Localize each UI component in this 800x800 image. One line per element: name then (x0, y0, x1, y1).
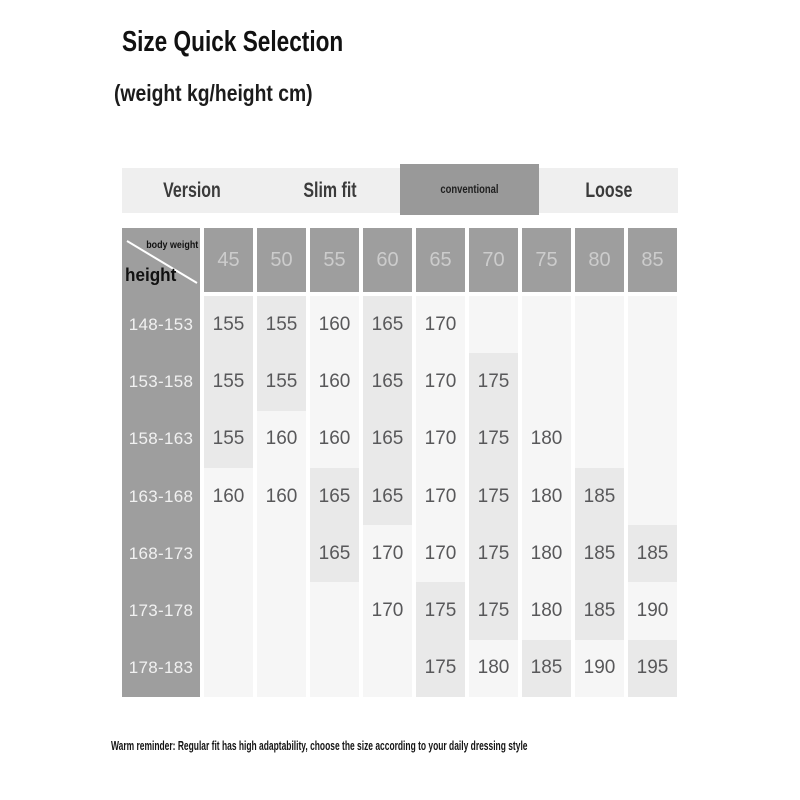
size-cell: 170 (416, 411, 465, 468)
weight-column (575, 228, 624, 697)
size-cell: 165 (310, 525, 359, 582)
size-cell: 165 (363, 411, 412, 468)
version-label: Version (162, 178, 221, 202)
size-cell: 170 (363, 582, 412, 639)
size-cell: 175 (469, 582, 518, 639)
height-axis-label: height (125, 265, 177, 285)
size-cell: 170 (416, 296, 465, 353)
warm-reminder: Warm reminder: Regular fit has high adaptability, choose the size according to your daily dressing style (111, 738, 528, 753)
weight-column (363, 228, 412, 697)
size-cell: 160 (257, 468, 306, 525)
size-cell: 180 (522, 411, 571, 468)
size-cell: 160 (310, 296, 359, 353)
size-cell: 185 (575, 582, 624, 639)
weight-column-header: 65 (416, 228, 465, 292)
size-cell-empty (204, 525, 253, 582)
size-cell: 195 (628, 640, 677, 697)
size-cell: 190 (575, 640, 624, 697)
weight-column-header: 45 (204, 228, 253, 292)
size-cell: 155 (204, 411, 253, 468)
size-cell: 180 (522, 525, 571, 582)
weight-column (628, 228, 677, 697)
size-cell-empty (628, 353, 677, 410)
weight-column-header: 55 (310, 228, 359, 292)
weight-column-header: 70 (469, 228, 518, 292)
size-cell: 170 (416, 353, 465, 410)
size-cell-empty (363, 640, 412, 697)
size-cell: 155 (257, 353, 306, 410)
size-cell: 155 (204, 353, 253, 410)
size-cell-empty (257, 525, 306, 582)
page-subtitle: (weight kg/height cm) (114, 80, 313, 106)
size-cell: 170 (363, 525, 412, 582)
weight-column (522, 228, 571, 697)
size-cell: 175 (416, 640, 465, 697)
size-cell: 190 (628, 582, 677, 639)
size-cell: 155 (257, 296, 306, 353)
size-cell-empty (522, 296, 571, 353)
size-cell-empty (257, 582, 306, 639)
size-cell-empty (522, 353, 571, 410)
size-cell: 155 (204, 296, 253, 353)
weight-column (416, 228, 465, 697)
size-cell-empty (628, 296, 677, 353)
weight-column-header: 75 (522, 228, 571, 292)
height-range-label: 148-153 (128, 314, 194, 334)
height-range-label: 158-163 (128, 429, 194, 449)
height-range-label: 163-168 (128, 486, 194, 506)
fit-option-loose[interactable]: Loose (584, 178, 633, 202)
size-cell: 180 (522, 468, 571, 525)
weight-column-header: 80 (575, 228, 624, 292)
size-cell-empty (204, 582, 253, 639)
height-column (122, 228, 200, 697)
size-cell-empty (204, 640, 253, 697)
weight-columns (204, 228, 677, 697)
size-cell-empty (575, 353, 624, 410)
fit-option-slim[interactable]: Slim fit (303, 178, 358, 202)
fit-option-conventional[interactable]: conventional (400, 164, 539, 215)
height-range-label: 153-158 (128, 371, 194, 391)
corner-cell (122, 228, 200, 296)
weight-column (257, 228, 306, 697)
size-cell-empty (575, 296, 624, 353)
size-cell-empty (628, 468, 677, 525)
weight-column-header: 60 (363, 228, 412, 292)
size-cell-empty (575, 411, 624, 468)
size-cell: 175 (469, 353, 518, 410)
weight-column-header: 50 (257, 228, 306, 292)
height-range-label: 178-183 (128, 658, 194, 678)
weight-column (469, 228, 518, 697)
size-cell: 185 (522, 640, 571, 697)
size-table (122, 228, 677, 697)
version-bar (122, 168, 678, 213)
size-cell: 165 (363, 353, 412, 410)
weight-column-header: 85 (628, 228, 677, 292)
size-cell: 160 (204, 468, 253, 525)
size-cell: 160 (310, 353, 359, 410)
size-cell: 175 (469, 411, 518, 468)
size-cell: 165 (363, 468, 412, 525)
page-title: Size Quick Selection (122, 26, 344, 58)
size-cell: 160 (310, 411, 359, 468)
height-range-label: 173-178 (128, 601, 194, 621)
size-cell: 165 (310, 468, 359, 525)
size-cell: 175 (469, 468, 518, 525)
size-cell: 180 (469, 640, 518, 697)
size-cell: 170 (416, 468, 465, 525)
height-range-labels (122, 296, 200, 697)
size-cell: 160 (257, 411, 306, 468)
size-cell: 185 (575, 525, 624, 582)
size-cell: 185 (575, 468, 624, 525)
size-cell-empty (310, 582, 359, 639)
weight-column (310, 228, 359, 697)
weight-column (204, 228, 253, 697)
size-cell-empty (469, 296, 518, 353)
size-cell: 180 (522, 582, 571, 639)
height-range-label: 168-173 (128, 543, 194, 563)
size-cell: 165 (363, 296, 412, 353)
size-cell-empty (257, 640, 306, 697)
size-cell-empty (310, 640, 359, 697)
size-cell: 175 (469, 525, 518, 582)
size-cell: 175 (416, 582, 465, 639)
body-weight-label: body weight (145, 239, 198, 251)
size-cell: 170 (416, 525, 465, 582)
size-cell: 185 (628, 525, 677, 582)
size-cell-empty (628, 411, 677, 468)
